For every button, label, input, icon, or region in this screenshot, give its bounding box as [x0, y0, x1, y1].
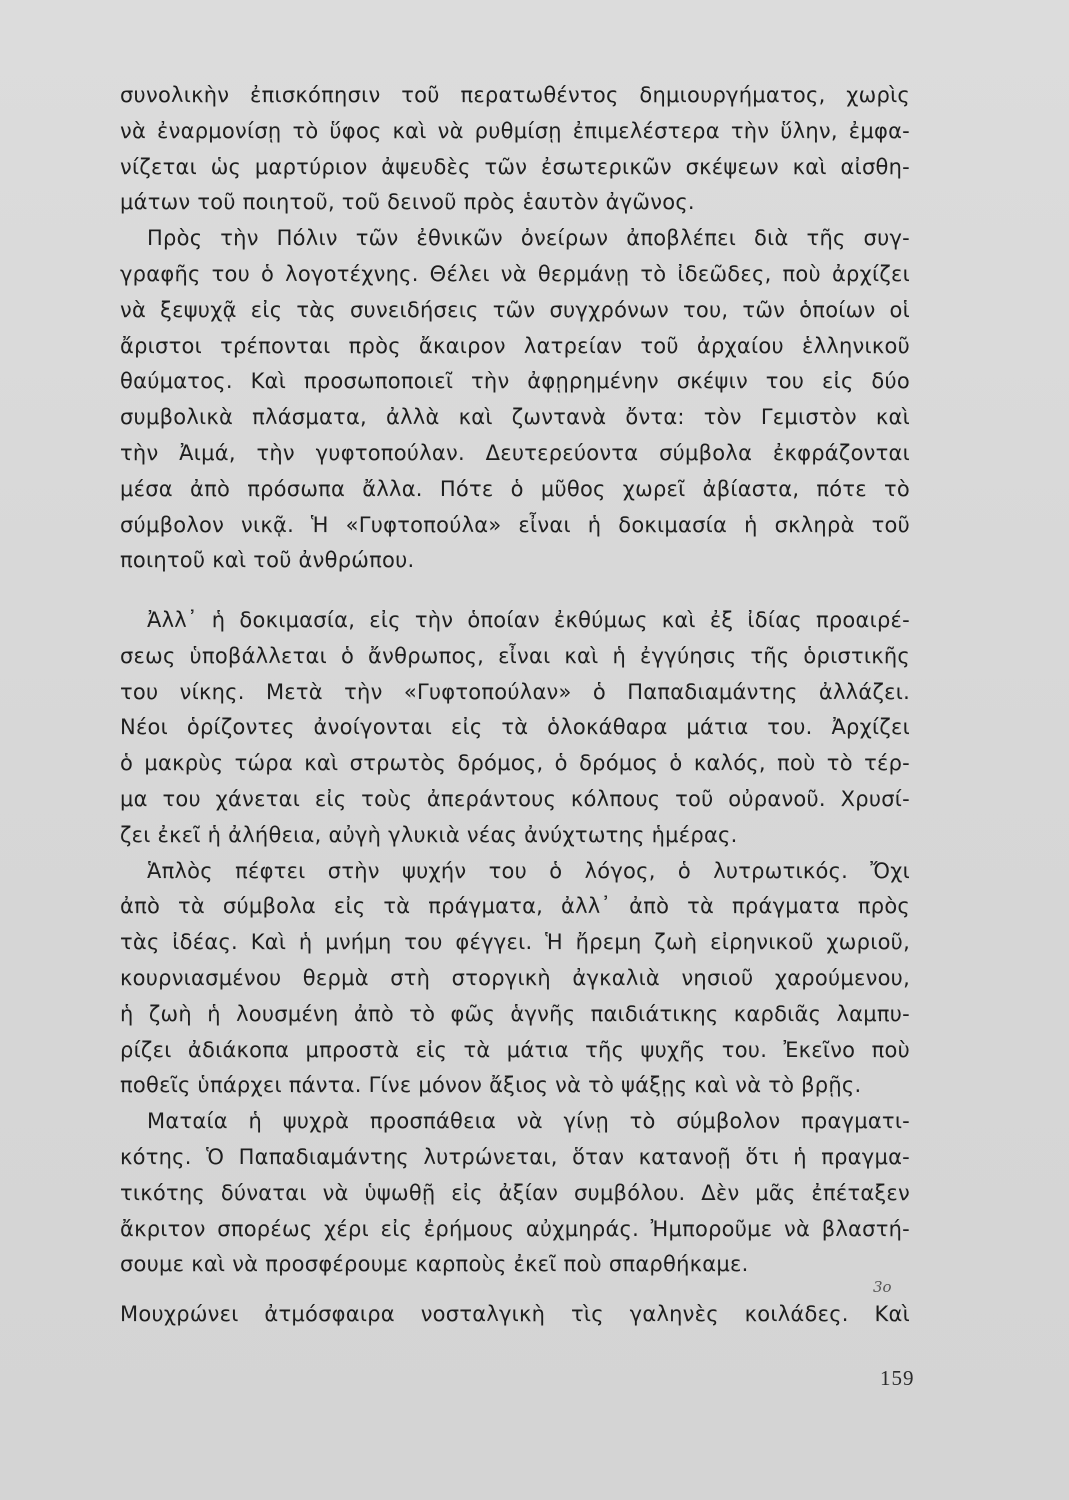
text-line: ἀπὸ τὰ σύμβολα εἰς τὰ πράγματα, ἀλλ᾿ ἀπὸ τὰ πράγματα πρὸς	[120, 894, 910, 919]
text-line: ἄριστοι τρέπονται πρὸς ἄκαιρον λατρείαν τοῦ ἀρχαίου ἑλληνικοῦ	[120, 333, 910, 358]
text-line: νὰ ἐναρμονίσῃ τὸ ὕφος καὶ νὰ ρυθμίσῃ ἐπιμελέστερα τὴν ὕλην, ἐμφα-	[120, 118, 910, 143]
text-block-3	[120, 1297, 910, 1333]
page-number: 159	[880, 1366, 915, 1390]
text-line: σεως ὑποβάλλεται ὁ ἄνθρωπος, εἶναι καὶ ἡ ἐγγύησις τῆς ὁριστικῆς	[120, 643, 910, 668]
text-line: σύμβολον νικᾷ. Ἡ «Γυφτοπούλα» εἶναι ἡ δοκιμασία ἡ σκληρὰ τοῦ	[120, 512, 910, 537]
text-line: συνολικὴν ἐπισκόπησιν τοῦ περατωθέντος δημιουργήματος, χωρὶς	[120, 83, 910, 107]
text-line: ἄκριτον σπορέως χέρι εἰς ἐρήμους αὐχμηράς. Ἠμποροῦμε νὰ βλαστή-	[120, 1216, 910, 1241]
handwritten-note: 3ο	[873, 1278, 892, 1296]
text-line: Ἀλλ᾿ ἡ δοκιμασία, εἰς τὴν ὁποίαν ἐκθύμως καὶ ἐξ ἰδίας προαιρέ-	[147, 608, 910, 632]
text-line: συμβολικὰ πλάσματα, ἀλλὰ καὶ ζωντανὰ ὄντα: τὸν Γεμιστὸν καὶ	[120, 405, 910, 430]
text-line: Ἁπλὸς πέφτει στὴν ψυχήν του ὁ λόγος, ὁ λυτρωτικός. Ὄχι	[147, 858, 910, 883]
text-line: ποθεῖς ὑπάρχει πάντα. Γίνε μόνον ἄξιος νὰ τὸ ψάξῃς καὶ νὰ τὸ βρῇς.	[120, 1073, 862, 1098]
text-line: γραφῆς του ὁ λογοτέχνης. Θέλει νὰ θερμάνῃ τὸ ἰδεῶδες, ποὺ ἀρχίζει	[120, 261, 910, 286]
text-line: ὁ μακρὺς τώρα καὶ στρωτὸς δρόμος, ὁ δρόμος ὁ καλός, ποὺ τὸ τέρ-	[120, 751, 910, 776]
text-line: τικότης δύναται νὰ ὑψωθῇ εἰς ἀξίαν συμβόλου. Δὲν μᾶς ἐπέταξεν	[120, 1180, 910, 1205]
text-line: Μουχρώνει ἀτμόσφαιρα νοσταλγικὴ τὶς γαληνὲς κοιλάδες. Καὶ	[120, 1302, 910, 1326]
text-line: τὰς ἰδέας. Καὶ ἡ μνήμη του φέγγει. Ἡ ἤρεμη ζωὴ εἰρηνικοῦ χωριοῦ,	[120, 930, 910, 955]
text-line: μέσα ἀπὸ πρόσωπα ἄλλα. Πότε ὁ μῦθος χωρεῖ ἀβίαστα, πότε τὸ	[120, 476, 910, 501]
text-line: του νίκης. Μετὰ τὴν «Γυφτοπούλαν» ὁ Παπαδιαμάντης ἀλλάζει.	[120, 679, 910, 704]
text-line: μα του χάνεται εἰς τοὺς ἀπεράντους κόλπους τοῦ οὐρανοῦ. Χρυσί-	[120, 786, 910, 811]
text-line: κότης. Ὁ Παπαδιαμάντης λυτρώνεται, ὅταν κατανοῇ ὅτι ἡ πραγμα-	[120, 1144, 910, 1169]
text-line: Νέοι ὁρίζοντες ἀνοίγονται εἰς τὰ ὁλοκάθαρα μάτια του. Ἀρχίζει	[120, 715, 910, 740]
text-line: τὴν Ἀιμά, τὴν γυφτοπούλαν. Δευτερεύοντα σύμβολα ἐκφράζονται	[120, 440, 910, 465]
text-block-1	[120, 78, 910, 579]
text-block-2	[120, 603, 910, 1283]
text-line: νὰ ξεψυχᾷ εἰς τὰς συνειδήσεις τῶν συγχρόνων του, τῶν ὁποίων οἱ	[120, 297, 910, 322]
text-line: ἡ ζωὴ ἡ λουσμένη ἀπὸ τὸ φῶς ἁγνῆς παιδιάτικης καρδιᾶς λαμπυ-	[120, 1001, 910, 1026]
text-line: ζει ἐκεῖ ἡ ἀλήθεια, αὐγὴ γλυκιὰ νέας ἀνύχτωτης ἡμέρας.	[120, 822, 738, 847]
text-line: ποιητοῦ καὶ τοῦ ἀνθρώπου.	[120, 548, 415, 573]
text-line: νίζεται ὡς μαρτύριον ἀψευδὲς τῶν ἐσωτερικῶν σκέψεων καὶ αἰσθη-	[120, 154, 910, 179]
text-line: Πρὸς τὴν Πόλιν τῶν ἐθνικῶν ὀνείρων ἀποβλέπει διὰ τῆς συγ-	[147, 226, 910, 251]
text-line: κουρνιασμένου θερμὰ στὴ στοργικὴ ἀγκαλιὰ νησιοῦ χαρούμενου,	[120, 965, 910, 990]
text-line: θαύματος. Καὶ προσωποποιεῖ τὴν ἀφῃρημένην σκέψιν του εἰς δύο	[120, 369, 910, 394]
text-line: ρίζει ἀδιάκοπα μπροστὰ εἰς τὰ μάτια τῆς ψυχῆς του. Ἐκεῖνο ποὺ	[120, 1037, 910, 1062]
text-line: Ματαία ἡ ψυχρὰ προσπάθεια νὰ γίνῃ τὸ σύμβολον πραγματι-	[147, 1109, 910, 1134]
text-line: σουμε καὶ νὰ προσφέρουμε καρποὺς ἐκεῖ ποὺ σπαρθήκαμε.	[120, 1252, 749, 1277]
text-line: μάτων τοῦ ποιητοῦ, τοῦ δεινοῦ πρὸς ἑαυτὸν ἀγῶνος.	[120, 190, 695, 215]
